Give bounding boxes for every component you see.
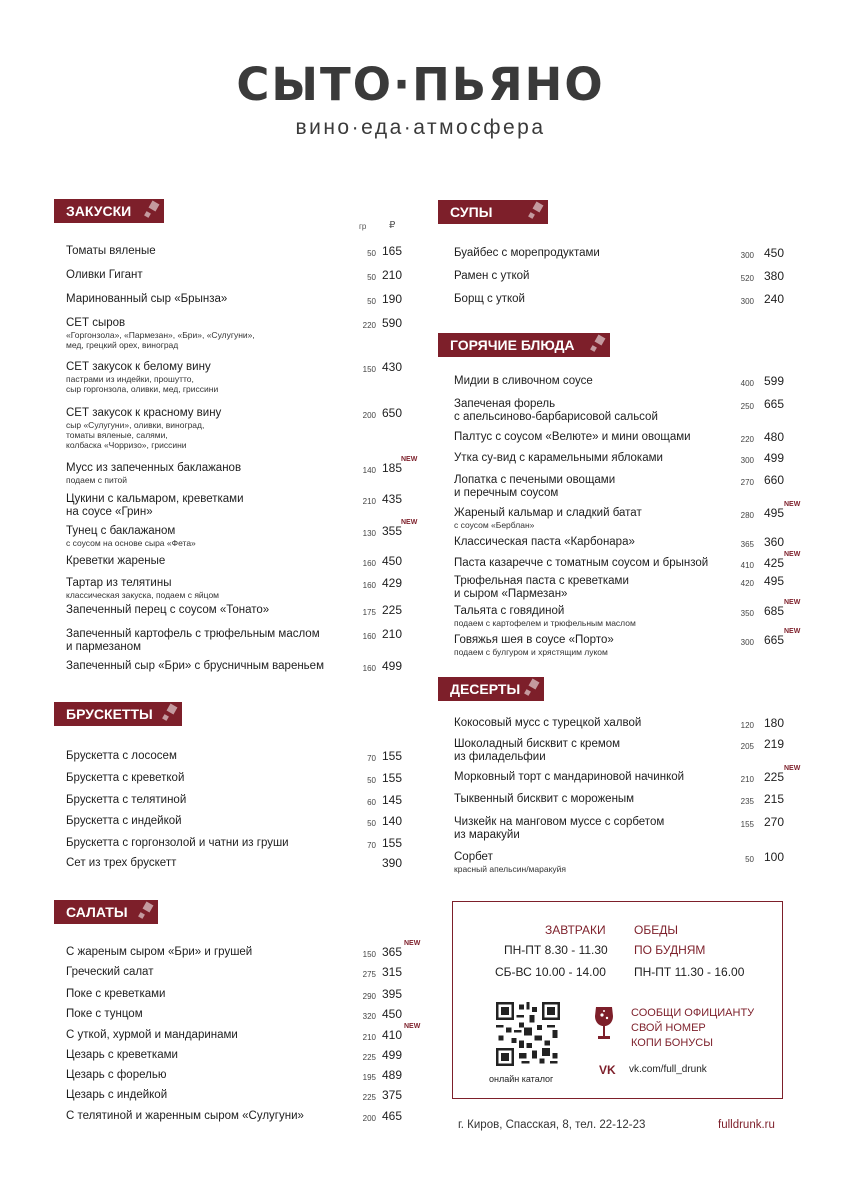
item-name: Рамен с уткой: [454, 270, 530, 282]
item-price: 185: [381, 461, 402, 475]
item-name: СЕТ закусок к красному вину: [66, 407, 222, 419]
item-name: Сет из трех брускетт: [66, 857, 177, 869]
item-name-block: [454, 270, 529, 283]
item-name-block: [66, 604, 269, 617]
footer-site[interactable]: fulldrunk.ru: [718, 1119, 775, 1131]
item-price: 650: [381, 406, 402, 420]
item-name: Палтус с соусом «Велюте» и мини овощами: [454, 431, 691, 443]
item-name: Запеченный картофель с трюфельным маслом: [66, 628, 320, 640]
brand-logo: СЫТО·ПЬЯНО: [236, 58, 605, 111]
new-badge: NEW: [784, 599, 801, 606]
item-price: 665: [763, 397, 784, 411]
item-name-block: [66, 1110, 304, 1123]
section-title-hot: ГОРЯЧИЕ БЛЮДА: [438, 333, 610, 357]
info-box: [452, 901, 783, 1099]
item-weight: 150: [362, 365, 376, 374]
item-price: 450: [381, 554, 402, 568]
item-price: 240: [763, 292, 784, 306]
item-name: Мидии в сливочном соусе: [454, 375, 593, 387]
item-name-block: [454, 717, 641, 730]
item-description-line-2: сыр горгонзола, оливки, мед, гриссини: [66, 384, 219, 394]
item-weight: 50: [367, 819, 376, 828]
item-name: Запеченая форель: [454, 398, 556, 410]
item-name-block: [66, 1069, 166, 1082]
item-weight: 60: [367, 798, 376, 807]
item-price: 225: [381, 603, 402, 617]
item-price: 499: [381, 659, 402, 673]
item-price: 465: [381, 1109, 402, 1123]
item-name: Цезарь с форелью: [66, 1069, 167, 1081]
item-name-block: [66, 966, 153, 979]
item-price: 450: [381, 1007, 402, 1021]
item-name-block: [66, 857, 176, 870]
item-name: Кокосовый мусс с турецкой халвой: [454, 717, 642, 729]
item-name-block: [66, 772, 184, 785]
item-name: Цезарь с креветками: [66, 1049, 178, 1061]
bonus-line-1: СООБЩИ ОФИЦИАНТУ: [631, 1007, 755, 1019]
item-description: подаем с питой: [66, 475, 127, 485]
new-badge: NEW: [404, 940, 421, 947]
item-name: Креветки жареные: [66, 555, 166, 567]
item-price: 165: [381, 244, 402, 258]
new-badge: NEW: [784, 628, 801, 635]
item-name-block: [454, 398, 658, 424]
item-weight: 220: [362, 321, 376, 330]
item-weight: 225: [362, 1053, 376, 1062]
item-price: 495: [763, 506, 784, 520]
item-name: Мусс из запеченных баклажанов: [66, 462, 242, 474]
item-name-block: [454, 793, 634, 806]
item-description: с соусом на основе сыра «Фета»: [66, 538, 196, 548]
lunch-hours: ПН-ПТ 11.30 - 16.00: [634, 965, 745, 979]
item-price: 429: [381, 576, 402, 590]
new-badge: NEW: [784, 765, 801, 772]
item-name-block: [454, 575, 629, 601]
section-title-desserts: ДЕСЕРТЫ: [438, 677, 544, 701]
item-description: пастрами из индейки, прошутто,: [66, 374, 194, 384]
item-weight: 365: [740, 540, 754, 549]
item-weight: 160: [362, 632, 376, 641]
item-price: 375: [381, 1088, 402, 1102]
section-title-salads: САЛАТЫ: [54, 900, 158, 924]
lunch-subtitle: ПО БУДНЯМ: [634, 943, 706, 957]
item-price: 365: [381, 945, 402, 959]
item-price: 140: [381, 814, 402, 828]
item-weight: 140: [362, 466, 376, 475]
item-weight: 320: [362, 1012, 376, 1021]
item-price: 425: [763, 556, 784, 570]
item-weight: 130: [362, 529, 376, 538]
footer-address: г. Киров, Спасская, 8, тел. 22-12-23: [458, 1119, 646, 1131]
item-name-block: [454, 293, 525, 306]
item-name: Шоколадный бисквит с кремом: [454, 738, 621, 750]
item-name-block: [66, 361, 218, 394]
item-name: СЕТ закусок к белому вину: [66, 361, 211, 373]
item-weight: 280: [740, 511, 754, 520]
item-name: С уткой, хурмой и мандаринами: [66, 1029, 238, 1041]
item-name: Говяжья шея в соусе «Порто»: [454, 634, 614, 646]
item-name-block: [66, 577, 219, 600]
item-name: Тунец с баклажаном: [66, 525, 176, 537]
item-weight: 290: [362, 992, 376, 1001]
item-name: С телятиной и жаренным сыром «Сулугуни»: [66, 1110, 304, 1122]
item-weight: 250: [740, 402, 754, 411]
item-name: Утка су-вид с карамельными яблоками: [454, 452, 663, 464]
item-name: Сорбет: [454, 851, 493, 863]
item-weight: 520: [740, 274, 754, 283]
item-weight: 350: [740, 609, 754, 618]
item-weight: 205: [740, 742, 754, 751]
item-description: подаем с булгуром и хрястящим луком: [454, 647, 608, 657]
new-badge: NEW: [401, 519, 418, 526]
item-name: Брускетта с лососем: [66, 750, 177, 762]
item-weight: 300: [740, 297, 754, 306]
item-weight: 400: [740, 379, 754, 388]
item-weight: 195: [362, 1073, 376, 1082]
item-name: Брускетта с креветкой: [66, 772, 185, 784]
item-weight: 270: [740, 478, 754, 487]
item-name-block: [66, 407, 221, 450]
item-price: 450: [763, 246, 784, 260]
item-price: 360: [763, 535, 784, 549]
item-name-line-2: на соусе «Грин»: [66, 506, 153, 518]
item-weight: 160: [362, 664, 376, 673]
item-weight: 50: [367, 297, 376, 306]
item-price: 660: [763, 473, 784, 487]
item-name: Поке с тунцом: [66, 1008, 143, 1020]
breakfast-weekend-hours: СБ-ВС 10.00 - 14.00: [495, 965, 606, 979]
item-weight: 410: [740, 561, 754, 570]
item-price: 489: [381, 1068, 402, 1082]
item-description-line-2: томаты вяленые, салями,: [66, 430, 168, 440]
qr-caption: онлайн каталог: [489, 1074, 554, 1084]
item-price: 480: [763, 430, 784, 444]
item-name: Маринованный сыр «Брынза»: [66, 293, 228, 305]
item-price: 155: [381, 836, 402, 850]
item-weight: 175: [362, 608, 376, 617]
item-name-block: [66, 946, 252, 959]
item-weight: 50: [745, 855, 754, 864]
new-badge: NEW: [401, 456, 418, 463]
lunch-title: ОБЕДЫ: [634, 923, 678, 937]
item-description: с соусом «Берблан»: [454, 520, 535, 530]
item-price: 155: [381, 771, 402, 785]
item-weight: 160: [362, 559, 376, 568]
item-name: Запеченный сыр «Бри» с брусничным вареньем: [66, 660, 324, 672]
item-price: 210: [381, 268, 402, 282]
item-weight: 200: [362, 1114, 376, 1123]
item-name-block: [454, 536, 635, 549]
item-weight: 300: [740, 456, 754, 465]
item-name: Жареный кальмар и сладкий батат: [454, 507, 642, 519]
item-weight: 50: [367, 273, 376, 282]
breakfast-weekday-hours: ПН-ПТ 8.30 - 11.30: [504, 943, 608, 957]
item-description-line-2: мед, грецкий орех, виноград: [66, 340, 179, 350]
item-name-line-2: с апельсиново-барбарисовой сальсой: [454, 411, 658, 423]
item-name-block: [66, 245, 156, 258]
item-weight: 70: [367, 754, 376, 763]
item-description-line-3: колбаска «Чорризо», гриссини: [66, 440, 187, 450]
item-name-line-2: из филадельфии: [454, 751, 546, 763]
item-name: Цезарь с индейкой: [66, 1089, 168, 1101]
item-price: 499: [381, 1048, 402, 1062]
item-name-line-2: из маракуйи: [454, 829, 520, 841]
item-price: 225: [763, 770, 784, 784]
item-weight: 160: [362, 581, 376, 590]
item-price: 430: [381, 360, 402, 374]
bonus-line-2: СВОЙ НОМЕР: [631, 1022, 706, 1034]
item-price: 270: [763, 815, 784, 829]
item-name-block: [66, 988, 165, 1001]
item-name: СЕТ сыров: [66, 317, 126, 329]
item-price: 590: [381, 316, 402, 330]
item-name-block: [66, 1008, 143, 1021]
item-price: 410: [381, 1028, 402, 1042]
item-weight: 150: [362, 950, 376, 959]
breakfast-title: ЗАВТРАКИ: [545, 923, 606, 937]
item-name-block: [66, 750, 177, 763]
item-name: Морковный торт с мандариновой начинкой: [454, 771, 685, 783]
item-name: Трюфельная паста с креветками: [454, 575, 629, 587]
item-price: 100: [763, 850, 784, 864]
item-name-block: [454, 431, 691, 444]
item-name-line-2: и сыром «Пармезан»: [454, 588, 568, 600]
item-weight: 50: [367, 249, 376, 258]
item-name: Тартар из телятины: [66, 577, 172, 589]
wine-glass-icon: [593, 1006, 615, 1042]
item-name-block: [66, 493, 244, 519]
item-description: сыр «Сулугуни», оливки, виноград,: [66, 420, 205, 430]
item-name: Паста казаречче с томатным соусом и брынзой: [454, 557, 709, 569]
item-name: Греческий салат: [66, 966, 154, 978]
item-price: 155: [381, 749, 402, 763]
item-name-block: [66, 660, 324, 673]
section-title-zakuski: ЗАКУСКИ: [54, 199, 164, 223]
item-name-line-2: и перечным соусом: [454, 487, 559, 499]
item-name-block: [66, 525, 196, 548]
item-name-block: [66, 317, 255, 350]
item-name-block: [66, 1049, 178, 1062]
item-weight: 210: [362, 1033, 376, 1042]
weight-column-header: гр: [359, 222, 367, 231]
item-name-block: [66, 628, 320, 654]
item-weight: 275: [362, 970, 376, 979]
item-name: Лопатка с печеными овощами: [454, 474, 616, 486]
item-weight: 225: [362, 1093, 376, 1102]
item-weight: 420: [740, 579, 754, 588]
brand-tagline: вино·еда·атмосфера: [295, 116, 546, 139]
item-price: 215: [763, 792, 784, 806]
item-name: Классическая паста «Карбонара»: [454, 536, 635, 548]
vk-link[interactable]: vk.com/full_drunk: [629, 1064, 707, 1075]
item-weight: 50: [367, 776, 376, 785]
item-weight: 155: [740, 820, 754, 829]
item-name-block: [454, 816, 664, 842]
item-name-block: [66, 462, 241, 485]
item-price: 315: [381, 965, 402, 979]
item-weight: 200: [362, 411, 376, 420]
item-name: Тыквенный бисквит с мороженым: [454, 793, 635, 805]
item-name-block: [454, 738, 620, 764]
price-column-header: ₽: [389, 220, 396, 231]
item-price: 355: [381, 524, 402, 538]
item-name-block: [454, 247, 600, 260]
item-name-block: [66, 815, 182, 828]
item-name-block: [66, 555, 165, 568]
item-name-block: [66, 293, 227, 306]
qr-code-icon[interactable]: [496, 1002, 560, 1066]
item-name: Тальята с говядиной: [454, 605, 565, 617]
item-price: 499: [763, 451, 784, 465]
item-name: Брускетта с горгонзолой и чатни из груши: [66, 837, 289, 849]
item-weight: 300: [740, 251, 754, 260]
item-name-block: [454, 507, 642, 530]
item-name: Томаты вяленые: [66, 245, 156, 257]
item-description: красный апельсин/маракуйя: [454, 864, 566, 874]
item-name-block: [66, 794, 186, 807]
item-price: 685: [763, 604, 784, 618]
item-name: Запеченный перец с соусом «Тонато»: [66, 604, 270, 616]
item-price: 190: [381, 292, 402, 306]
item-name: Чизкейк на манговом муссе с сорбетом: [454, 816, 665, 828]
item-name: Брускетта с индейкой: [66, 815, 182, 827]
item-name: С жареным сыром «Бри» и грушей: [66, 946, 253, 958]
new-badge: NEW: [404, 1023, 421, 1030]
item-name: Оливки Гигант: [66, 269, 143, 281]
item-name: Цукини с кальмаром, креветками: [66, 493, 244, 505]
item-name-block: [454, 452, 663, 465]
item-name-block: [454, 557, 708, 570]
item-description: классическая закуска, подаем с яйцом: [66, 590, 220, 600]
item-name: Борщ с уткой: [454, 293, 525, 305]
item-name-block: [454, 634, 614, 657]
item-price: 395: [381, 987, 402, 1001]
section-title-soups: СУПЫ: [438, 200, 548, 224]
item-name-block: [66, 837, 289, 850]
item-price: 210: [381, 627, 402, 641]
item-price: 495: [763, 574, 784, 588]
item-name-block: [454, 375, 593, 388]
item-price: 599: [763, 374, 784, 388]
item-name-block: [454, 474, 615, 500]
item-weight: 210: [362, 497, 376, 506]
item-price: 665: [763, 633, 784, 647]
item-price: 145: [381, 793, 402, 807]
item-price: 435: [381, 492, 402, 506]
item-weight: 220: [740, 435, 754, 444]
new-badge: NEW: [784, 551, 801, 558]
item-name: Поке с креветками: [66, 988, 166, 1000]
item-name-block: [454, 771, 684, 784]
new-badge: NEW: [784, 501, 801, 508]
item-name-block: [66, 1089, 167, 1102]
item-name-block: [66, 269, 143, 282]
item-weight: 300: [740, 638, 754, 647]
item-description: «Горгонзола», «Пармезан», «Бри», «Сулугуни»,: [66, 330, 255, 340]
bonus-line-3: КОПИ БОНУСЫ: [631, 1037, 713, 1049]
item-description: подаем с картофелем и трюфельным маслом: [454, 618, 636, 628]
item-weight: 70: [367, 841, 376, 850]
item-price: 390: [381, 856, 402, 870]
vk-icon[interactable]: VK: [599, 1063, 616, 1077]
section-title-bruschetta: БРУСКЕТТЫ: [54, 702, 182, 726]
item-price: 219: [763, 737, 784, 751]
item-name-block: [66, 1029, 238, 1042]
item-name-line-2: и пармезаном: [66, 641, 142, 653]
item-price: 180: [763, 716, 784, 730]
item-weight: 120: [740, 721, 754, 730]
item-price: 380: [763, 269, 784, 283]
item-name: Буайбес с морепродуктами: [454, 247, 600, 259]
header: [0, 58, 841, 140]
item-name-block: [454, 605, 636, 628]
item-weight: 210: [740, 775, 754, 784]
item-name: Брускетта с телятиной: [66, 794, 187, 806]
item-name-block: [454, 851, 566, 874]
item-weight: 235: [740, 797, 754, 806]
